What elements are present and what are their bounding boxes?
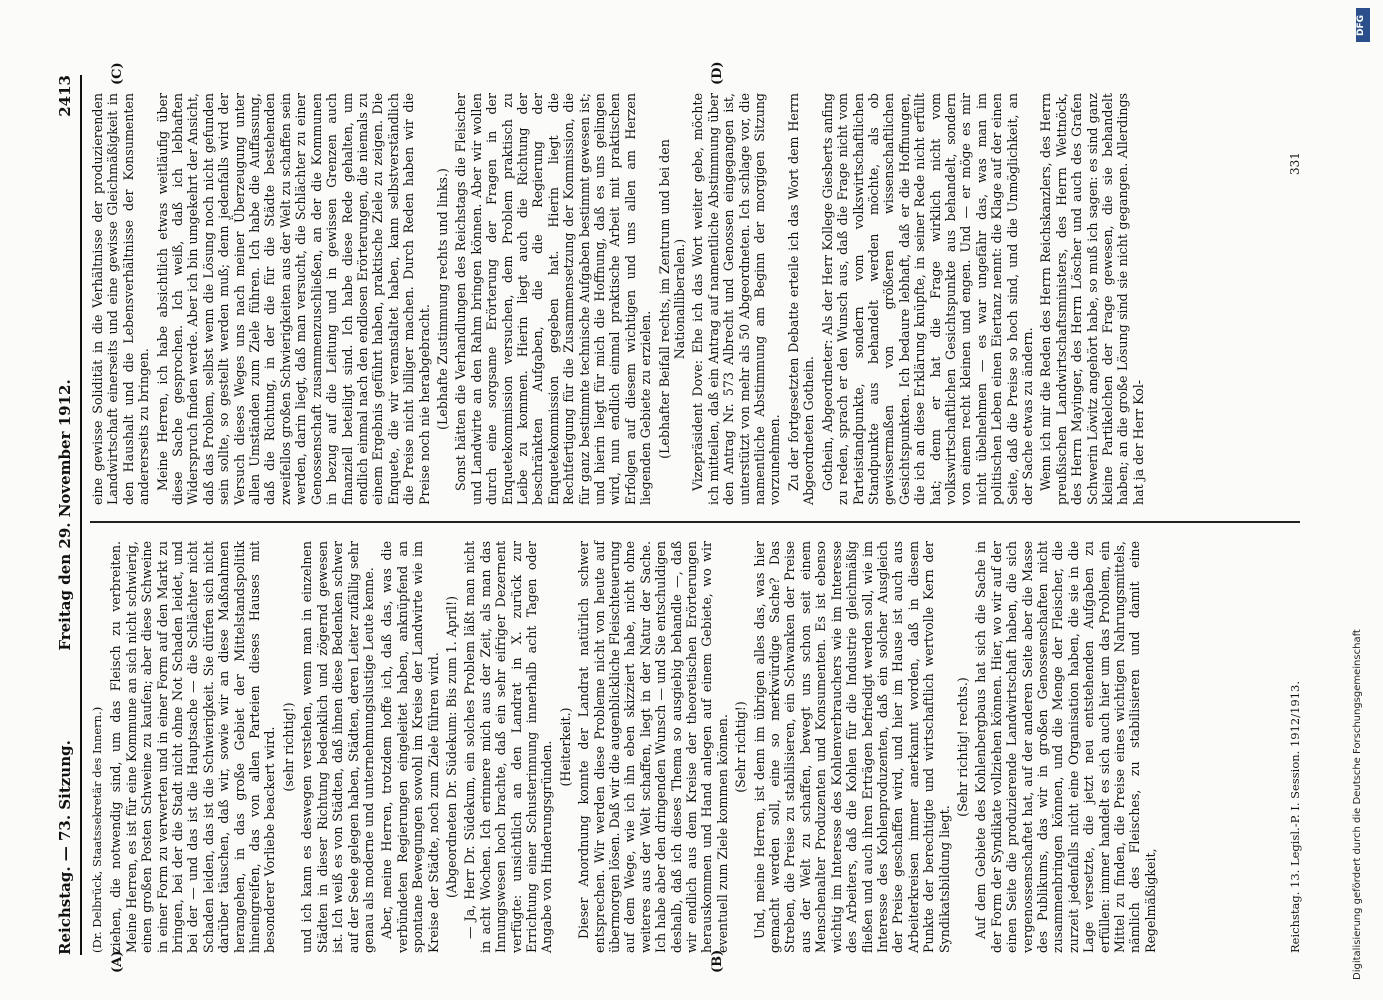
paragraph: Sonst hätten die Verhandlungen des Reichstags die Fleischer und Landwirte an den Rahm bringen können. Aber wir wollen durch eine sorgsame Erörterung der Fragen in der Enquetekommission versuchen, dem Problem praktisch zu Leibe zu kommen. Hierin liegt auch die Richtung der beschränkten Aufgaben, die die Regierung der Enquetekommission gegeben hat. Hierin liegt die Rechtfertigung für die Zusammensetzung der Kommission, die für ganz bestimmte technische Aufgaben bestimmt gewesen ist; und hierin liegt für mich die Hoffnung, daß es uns gelingen wird, nun endlich einmal praktische Arbeit mit praktischen Erfolgen auf diesem wichtigen und uns allen am Herzen liegenden Gebiete zu erzielen. [453,93,654,505]
header-column-number: 2413 [56,75,74,117]
margin-marker-b: (B) [710,949,725,973]
dfg-logo: DFG [1356,8,1370,42]
interjection: (Heiterkeit.) [557,707,573,787]
right-column [90,93,1149,505]
header-session: Reichstag. — 73. Sitzung. [56,740,74,955]
interjection: (Sehr richtig!) [733,701,749,793]
paragraph: Vizepräsident Dove: Ehe ich das Wort weiter gebe, möchte ich mitteilen, daß ein Antrag auf namentliche Abstimmung über den Antrag Nr. 573 Albrecht und Genossen eingegangen ist, unterstützt von mehr als 50 Abgeordneten. Ich schlage vor, die namentliche Abstimmung am Beginn der morgigen Sitzung vorzunehmen. [690,93,783,505]
paragraph: Dieser Anordnung konnte der Landrat natürlich schwer entsprechen. Wir werden diese Probleme nicht von heute auf übermorgen lösen. Daß wir die augenblickliche Fleischteuerung auf dem Wege, wie ich ihn eben skizziert habe, nicht ohne weiteres aus der Welt schaffen, liegt in der Natur der Sache. Ich habe aber den dringenden Wunsch — und Sie entschuldigen deshalb, daß ich dieses Thema so ausgiebig behandle —, daß wir endlich aus dem Kreise der theoretischen Erörterungen herauskommen und Hand anlegen auf einem Gebiete, wo wir eventuell zum Ziele kommen können. [576,541,730,953]
paragraph: und ich kann es deswegen verstehen, wenn man in einzelnen Städten in dieser Richtung bedenklich und zögernd gewesen ist. Ich weiß es von Städten, daß ihnen diese Bedenken schwer auf der Seele gelegen haben, Städten, deren Leiter zufällig sehr genau als moderne und unternehmungslustige Leute kenne. [299,541,376,953]
paragraph: Gothein, Abgeordneter: Als der Herr Kollege Giesberts anfing zu reden, sprach er den Wunsch aus, daß die Frage nicht vom Parteistandpunkte, sondern vom volkswirtschaftlichen Standpunkte aus behandelt werden möchte, als ob gewissermaßen von größeren wissenschaftlichen Gesichtspunkten. Ich bedaure lebhaft, daß er die Hoffnungen, die ich an diese Erklärung knüpfte, in seiner Rede nicht erfüllt hat; denn er hat die Frage wirklich nicht vom volkswirtschaftlichen Gesichtspunkte aus behandelt, sondern von einem recht kleinen und engen. Und — er möge es mir nicht übelnehmen — es war ungefähr das, was man im politischen Leben einen Eiertanz nennt: die Klage auf der einen Seite, daß die Preise so hoch sind, und die Unmöglichkeit, an der Sache etwas zu ändern. [819,93,1035,505]
margin-marker-a: (A) [110,950,125,973]
rotated-page-content [50,60,1330,975]
paragraph: Zu der fortgesetzten Debatte erteile ich das Wort dem Herrn Abgeordneten Gothein. [785,93,817,505]
interjection: (Sehr richtig! rechts.) [954,677,970,817]
funding-credit [1352,300,1368,980]
interjection: (sehr richtig!) [280,702,296,792]
paragraph: (Dr. Delbrück, Staatssekretär des Innern.) [90,706,104,953]
column-divider [90,521,1300,523]
paragraph: Wenn ich mir die Reden des Herrn Reichskanzlers, des Herrn preußischen Landwirtschaftsministers, des Herrn Wettnöck, des Herrn Mayinger, des Herrn Löscher und auch des Grafen Schwerin Löwitz angehört habe, so muß ich sagen: es sind ganz kleine Partikelchen der Frage gewesen, die sie behandelt haben; an die große Lösung sind sie nicht gegangen. Allerdings hat ja der Herr Kol- [1038,93,1146,505]
paragraph: Auf dem Gebiete des Kohlenbergbaus hat sich die Sache in der Form der Syndikate vollziehen können. Hier, wo wir auf der einen Seite die produzierende Landwirtschaft haben, die sich vergenossenschaftet hat, auf der anderen Seite aber die Masse des Publikums, das wir in großen Genossenschaften nicht zusammenbringen können, und die Menge der Fleischer, die zurzeit jedenfalls nicht eine Organisation haben, die sie in die Lage versetzte, die jetzt neu entstehenden Aufgaben zu erfüllen: immer handelt es sich auch hier um das Problem, ein Mittel zu finden, die Preise eines wichtigen Nahrungsmittels, nämlich des Fleisches, zu stabilisieren und damit eine Regelmäßigkeit, [973,541,1158,953]
paragraph: ziehen, die notwendig sind, um das Fleisch zu verbreiten. Meine Herren, es ist für eine Kommune an sich nicht schwierig, einen großen Posten Schweine zu kaufen; aber diese Schweine in einer Form zu verwerten und in einer Form auf den Markt zu bringen, bei der die Stadt nicht ohne Not Schaden leidet, und bei der — und das ist die Hauptsache — die Schlächter nicht Schaden leiden, das ist die Schwierigkeit. Sie dürfen sich nicht darüber täuschen, daß wir, sowie wir an diese Maßnahmen herangehen, in das große Gebiet der Mittelstandspolitik hineingreifen, das von allen Parteien dieses Hauses mit besonderer Vorliebe beackert wird. [108,541,278,953]
paragraph: eine gewisse Solidität in die Verhältnisse der produzierenden Landwirtschaft einerseits und eine gewisse Gleichmäßigkeit in den Haushalt und die Lebensverhältnisse der Konsumenten andererseits zu bringen. [90,93,152,505]
header-date: Freitag den 29. November 1912. [56,379,74,651]
left-column [90,541,1161,953]
margin-marker-c: (C) [110,62,125,85]
page-footer: Reichstag. 13. Legisl.-P. I. Session. 1912/1913. [1288,680,1302,953]
page-header [56,75,82,955]
paragraph: Meine Herren, ich habe absichtlich etwas weitläufig über diese Sache gesprochen. Ich weiß, daß ich lebhaften Widerspruch finden werde. Aber ich bin umgekehrt der Ansicht, daß das Problem, selbst wenn die Lösung noch nicht gefunden sein sollte, so gestellt werden muß; denn jedenfalls wird der Versuch dieses Weges uns nach meiner Überzeugung unter allen Umständen zum Ziele führen. Ich habe die Auffassung, daß die Richtung, in der die für die Städte bestehenden zweifellos großen Schwierigkeiten aus der Welt zu schaffen sein werden, darin liegt, daß man versucht, die Schlächter zu einer Genossenschaft zusammenzuschließen, an der die Kommunen in bezug auf die Leitung und in gewissen Grenzen auch finanziell beteiligt sind. Ich habe diese Rede gehalten, um endlich einmal nach den endlosen Erörterungen, die niemals zu einem Ergebnis geführt haben, praktische Ziele zu zeigen. Die Enquete, die wir veranstaltet haben, kann selbstverständlich die Preise nicht billiger machen. Durch Reden haben wir die Preise noch nie herabgebracht. [154,93,432,505]
margin-marker-d: (D) [710,61,725,85]
credit-text: Digitalisierung gefördert durch die Deutsche Forschungsgemeinschaft [1352,629,1363,980]
interjection: (Lebhafte Zustimmung rechts und links.) [434,168,450,430]
paragraph: Und, meine Herren, ist denn im übrigen alles das, was hier gemacht werden soll, eine so merkwürdige Sache? Das Streben, die Preise zu stabilisieren, ein Schwanken der Preise aus der Welt zu schaffen, bewegt uns schon seit einem Menschenalter Produzenten und Konsumenten. Es ist ebenso wichtig im Interesse des Kohlenverbrauchers wie im Interesse des Arbeiters, daß die Kohlen für die Industrie gleichmäßig fließen und auch ihren Erträgen befriedigt werden soll, wie im Interesse des Kohlenproduzenten, daß ein solcher Ausgleich der Preise geschaffen wird, und hier im Hause ist auch aus Arbeiterkreisen immer anerkannt worden, daß in diesem Punkte der berechtigte und wirtschaftlich wertvolle Kern der Syndikatsbildung liegt. [751,541,952,953]
interjection: (Lebhafter Beifall rechts, im Zentrum und bei den Nationalliberalen.) [656,139,688,459]
header-rule [80,75,82,955]
page-number: 331 [1288,152,1302,175]
paragraph: — Ja, Herr Dr. Südekum, ein solches Problem läßt man nicht in acht Wochen. Ich erinnere mich aus der Zeit, als man das Innungswesen hoch brachte, daß ein sehr eifriger Dezernent verfügte: unsichtlich an den Landrat in X. zurück zur Errichtung einer Schusterinnung innerhalb acht Tagen oder Angabe von Hinderungsgründen. [462,541,555,953]
paragraph: Aber, meine Herren, trotzdem hoffe ich, daß das, was die verbündeten Regierungen eingeleitet haben, anknüpfend an spontane Bewegungen sowohl im Kreise der Landwirte wie im Kreise der Städte, noch zum Ziele führen wird. [379,541,441,953]
interjection: (Abgeordneten Dr. Südekum: Bis zum 1. April!) [443,595,459,899]
